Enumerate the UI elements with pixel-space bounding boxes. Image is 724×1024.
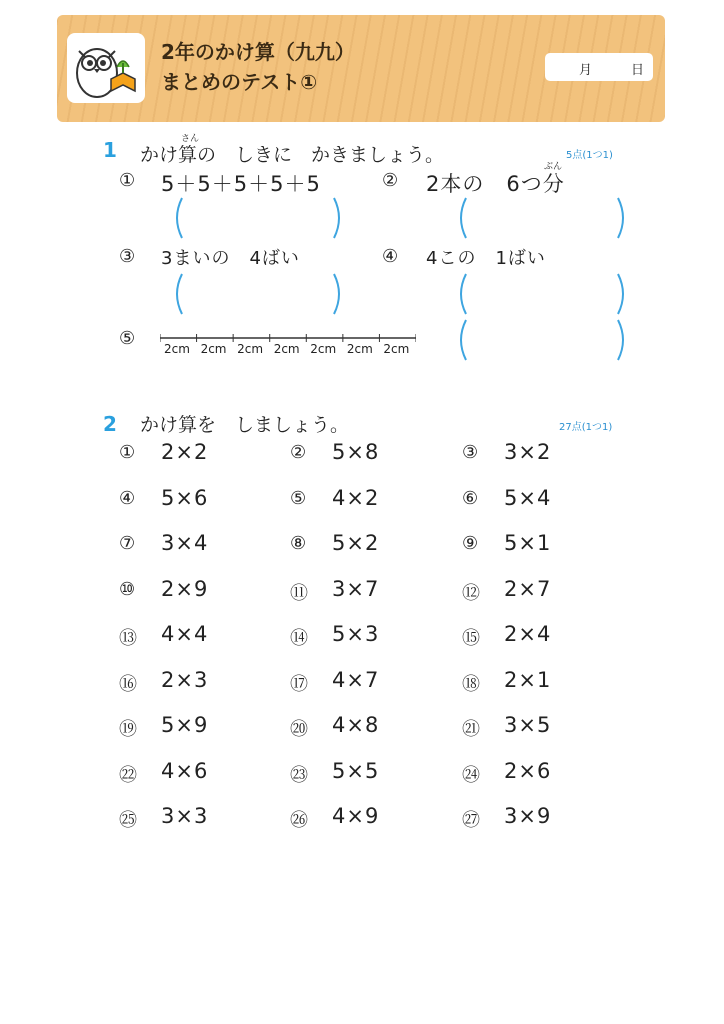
problem-label: ⑯ [119, 673, 137, 695]
problem-expression: 4×2 [332, 485, 380, 510]
question-text: 2本の 6つ分 [426, 172, 565, 196]
problem-expression: 2×2 [161, 440, 209, 464]
question-text: 5＋5＋5＋5＋5 [161, 172, 321, 196]
answer-parentheses[interactable] [172, 196, 352, 240]
title-line-2: まとめのテスト① [161, 70, 318, 94]
problem-label: ⑦ [119, 533, 136, 554]
problem-expression: 5×8 [332, 440, 380, 464]
problem-expression: 2×1 [504, 667, 552, 692]
problem-label: ㉓ [290, 764, 308, 786]
question-text: 3まいの 4ばい [161, 248, 300, 269]
problem-expression: 3×2 [504, 440, 552, 464]
problem-label: ⑫ [462, 582, 480, 604]
problem-expression: 3×7 [332, 576, 380, 601]
date-field[interactable] [545, 53, 653, 81]
problem-expression: 3×9 [504, 804, 552, 828]
problem-expression: 3×3 [161, 804, 209, 828]
problem-label: ⑰ [290, 673, 308, 695]
date-day-label: 日 [631, 63, 645, 78]
owl-reading-book-icon [67, 33, 145, 103]
problem-label: ① [119, 442, 136, 463]
problem-expression: 4×6 [161, 758, 209, 783]
problem-label: ④ [119, 487, 136, 509]
date-month-label: 月 [579, 63, 593, 78]
problem-label: ⑥ [462, 487, 479, 509]
tape-segment-label: 2cm [310, 342, 337, 356]
problem-expression: 4×7 [332, 667, 380, 692]
problem-label: ⑮ [462, 628, 480, 649]
title-line-1: 2年のかけ算（九九） [161, 40, 355, 64]
problem-label: ⑲ [119, 719, 137, 740]
problem-label: ⑭ [290, 628, 308, 649]
tape-diagram [160, 332, 416, 358]
tape-segment-label: 2cm [164, 342, 190, 356]
problem-expression: 5×6 [161, 485, 209, 510]
problem-label: ㉑ [462, 719, 480, 740]
question-label: ⑤ [119, 328, 136, 349]
problem-expression: 4×9 [332, 804, 380, 828]
question-label: ③ [119, 246, 136, 267]
answer-parentheses[interactable] [456, 318, 636, 362]
section-2-title: かけ算を しましょう。 [140, 414, 350, 436]
section-2-number: 2 [103, 412, 117, 436]
question-label: ① [119, 170, 136, 191]
section-1-ruby: さん [181, 134, 200, 144]
worksheet-header [57, 15, 665, 122]
problem-label: ⑳ [290, 719, 308, 740]
question-label: ② [382, 170, 399, 191]
problem-expression: 5×5 [332, 758, 380, 783]
problem-expression: 5×9 [161, 713, 209, 737]
problem-label: ㉗ [462, 810, 480, 831]
problem-expression: 5×3 [332, 622, 380, 646]
problem-label: ㉕ [119, 810, 137, 831]
page-title [161, 37, 355, 97]
answer-parentheses[interactable] [172, 272, 352, 316]
problem-label: ③ [462, 442, 479, 463]
tape-segment-label: 2cm [237, 342, 264, 356]
problem-expression: 3×5 [504, 713, 552, 737]
problem-label: ⑬ [119, 628, 137, 649]
problem-label: ⑩ [119, 578, 136, 600]
tape-segment-label: 2cm [383, 342, 410, 356]
problem-expression: 4×4 [161, 622, 209, 646]
problem-expression: 5×1 [504, 531, 552, 555]
problem-expression: 2×7 [504, 576, 552, 601]
answer-parentheses[interactable] [456, 196, 636, 240]
problem-label: ⑨ [462, 533, 479, 554]
problem-expression: 5×4 [504, 485, 552, 510]
problem-expression: 3×4 [161, 531, 209, 555]
section-2-points: 27点(1つ1) [559, 422, 613, 433]
section-1-points: 5点(1つ1) [566, 150, 613, 161]
problem-label: ② [290, 442, 307, 463]
problem-label: ㉒ [119, 764, 137, 786]
problem-expression: 2×9 [161, 576, 209, 601]
problem-label: ⑧ [290, 533, 307, 554]
problem-expression: 4×8 [332, 713, 380, 737]
tape-segment-label: 2cm [273, 342, 300, 356]
problem-expression: 2×3 [161, 667, 209, 692]
problem-label: ⑱ [462, 673, 480, 695]
problem-label: ⑤ [290, 487, 307, 509]
answer-parentheses[interactable] [456, 272, 636, 316]
section-1-number: 1 [103, 138, 117, 162]
problem-expression: 2×4 [504, 622, 552, 646]
problem-label: ⑪ [290, 582, 308, 604]
problem-label: ㉖ [290, 810, 308, 831]
problem-expression: 2×6 [504, 758, 552, 783]
problem-expression: 5×2 [332, 531, 380, 555]
question-text: 4この 1ばい [426, 248, 546, 269]
question-ruby: ぶん [544, 162, 563, 172]
problem-label: ㉔ [462, 764, 480, 786]
section-1-title: かけ算の しきに かきましょう。 [140, 144, 445, 166]
tape-segment-label: 2cm [200, 342, 227, 356]
question-label: ④ [382, 246, 399, 267]
tape-segment-label: 2cm [346, 342, 373, 356]
